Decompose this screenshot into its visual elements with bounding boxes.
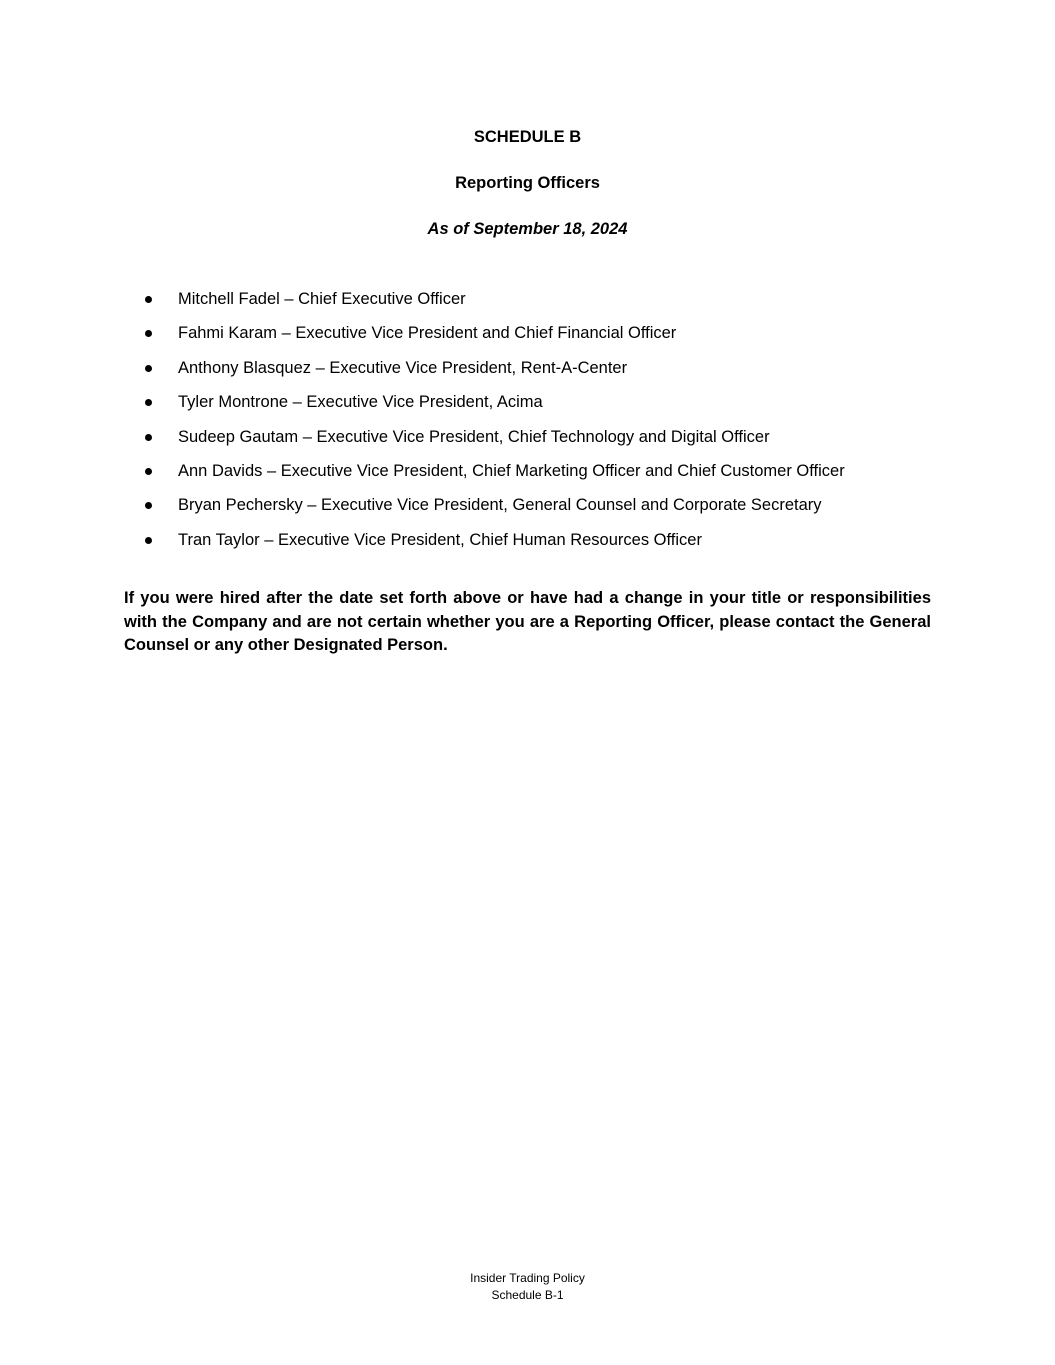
schedule-subtitle: Reporting Officers (455, 174, 600, 192)
bullet-icon (145, 434, 152, 441)
list-item (145, 323, 945, 357)
list-item (145, 461, 945, 495)
bullet-icon (145, 365, 152, 372)
bullet-icon (145, 399, 152, 406)
officer-entry: Mitchell Fadel – Chief Executive Officer (178, 290, 466, 308)
officer-entry: Tyler Montrone – Executive Vice President, Acima (178, 393, 543, 412)
officer-list (145, 289, 945, 564)
bullet-icon (145, 502, 152, 509)
officer-entry: Fahmi Karam – Executive Vice President and Chief Financial Officer (178, 324, 677, 343)
officer-entry: Sudeep Gautam – Executive Vice President, Chief Technology and Digital Officer (178, 427, 770, 446)
officer-entry: Anthony Blasquez – Executive Vice President, Rent-A-Center (178, 358, 628, 377)
officer-entry: Bryan Pechersky – Executive Vice President, General Counsel and Corporate Secretary (178, 496, 822, 515)
officer-entry: Ann Davids – Executive Vice President, Chief Marketing Officer and Chief Customer Officer (178, 461, 845, 480)
footer-policy-name: Insider Trading Policy (470, 1271, 585, 1285)
list-item (145, 427, 945, 461)
list-item (145, 392, 945, 426)
schedule-date: As of September 18, 2024 (427, 220, 628, 238)
list-item (145, 495, 945, 529)
footer-page-number: Schedule B-1 (491, 1288, 564, 1302)
list-item (145, 358, 945, 392)
list-item (145, 289, 945, 323)
schedule-title: SCHEDULE B (473, 128, 582, 146)
bullet-icon (145, 330, 152, 337)
officer-entry: Tran Taylor – Executive Vice President, Chief Human Resources Officer (178, 530, 702, 549)
list-item (145, 530, 945, 564)
bullet-icon (145, 468, 152, 475)
notice-paragraph: If you were hired after the date set forth above or have had a change in your title or responsibilities with the Company and are not certain whether you are a Reporting Officer, please contact the General Counsel or any other Designated Person. (124, 589, 931, 654)
bullet-icon (145, 537, 152, 544)
bullet-icon (145, 296, 152, 303)
